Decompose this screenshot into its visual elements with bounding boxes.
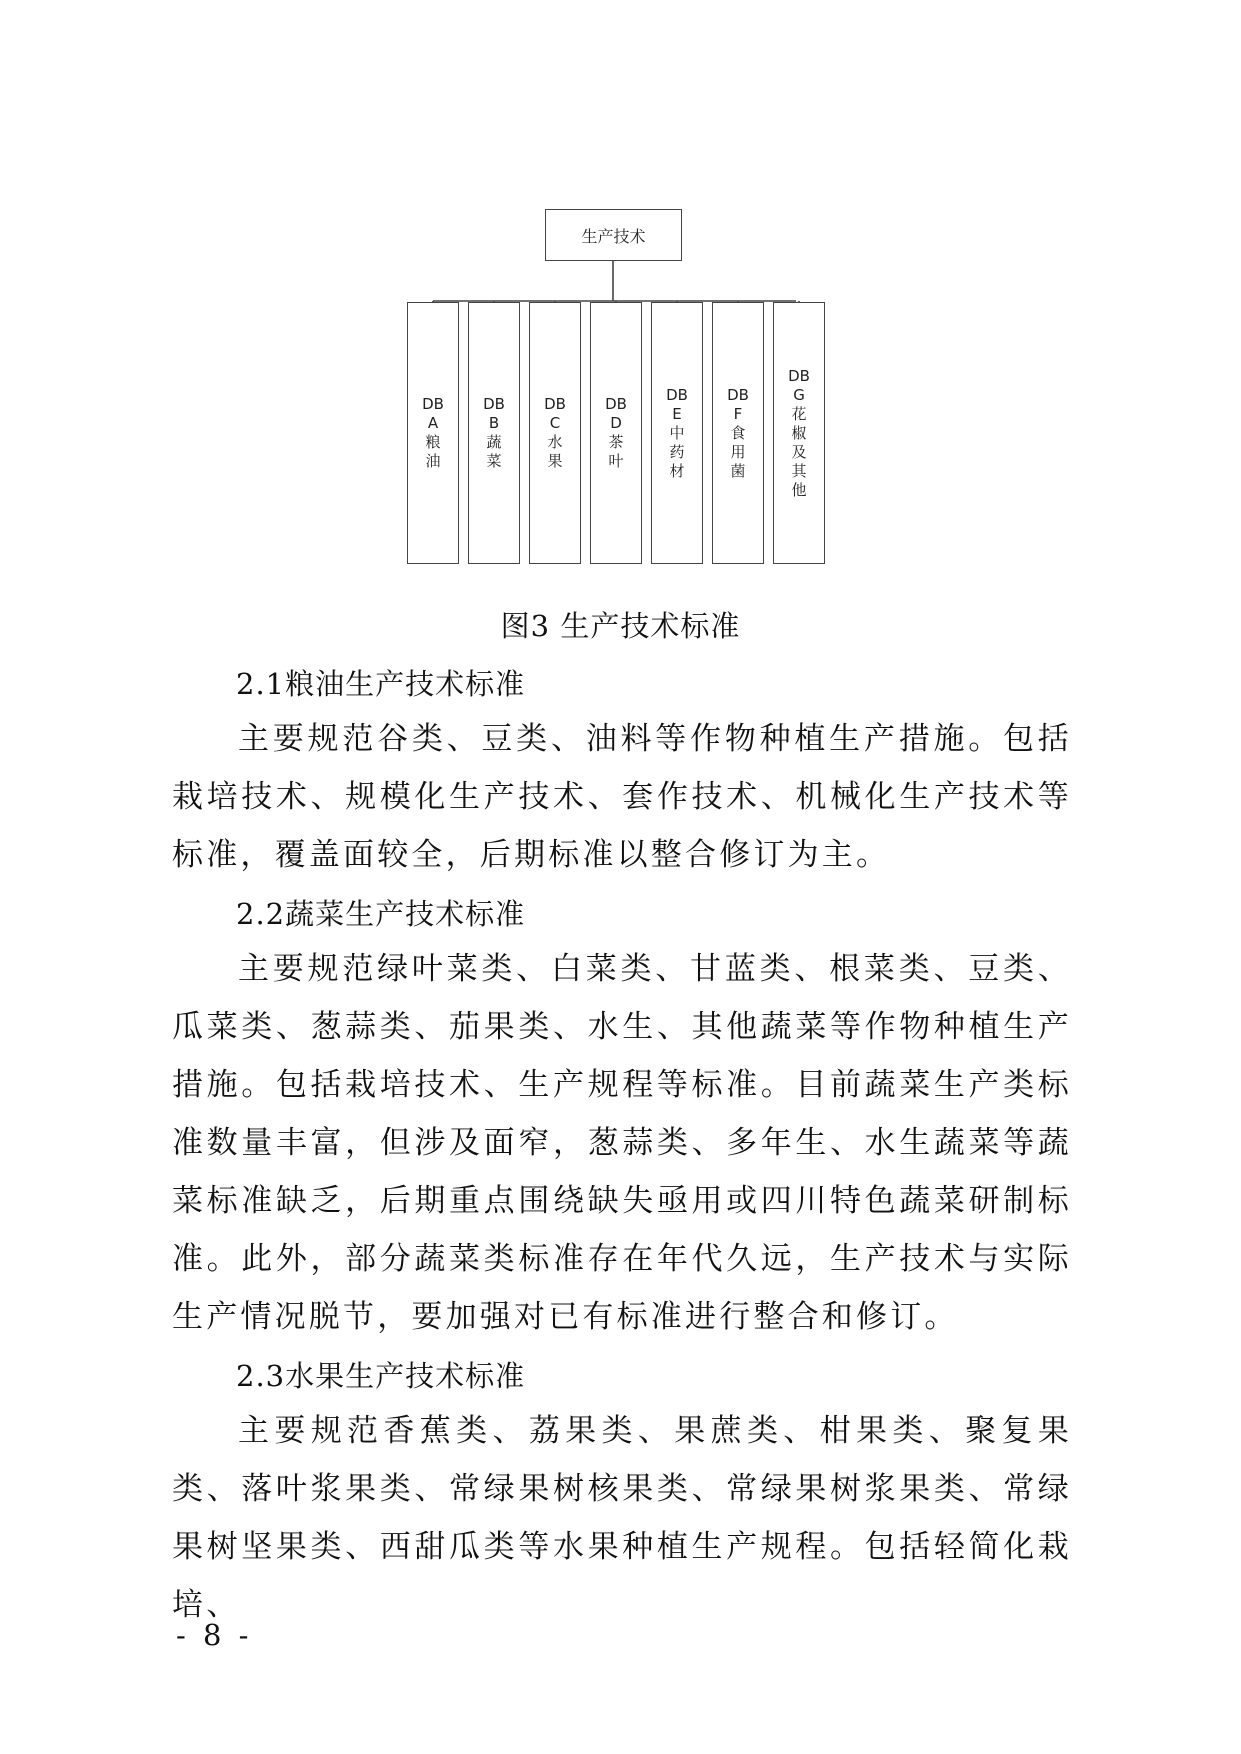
node-line: A [427, 414, 439, 432]
node-line: 菜 [486, 452, 502, 470]
node-label [655, 386, 699, 481]
diagram-node-grain-oil [407, 302, 459, 564]
node-line: 其 [791, 461, 807, 480]
node-line: B [488, 414, 500, 432]
page-number: - 8 - [176, 1618, 253, 1652]
section-body-vegetables: 主要规范绿叶菜类、白菜类、甘蓝类、根菜类、豆类、瓜菜类、葱蒜类、茄果类、水生、其他蔬菜等作物种植生产措施。包括栽培技术、生产规程等标准。目前蔬菜生产类标准数量丰富，但涉及面窄，葱蒜类、多年生、水生蔬菜等蔬菜标准缺乏，后期重点围绕缺失亟用或四川特色蔬菜研制标准。此外，部分蔬菜类标准存在年代久远，生产技术与实际生产情况脱节，要加强对已有标准进行整合和修订。 [172, 951, 1072, 1335]
node-line: 食 [730, 423, 746, 442]
node-line: 水 [547, 433, 563, 451]
node-line: 中 [669, 423, 685, 442]
diagram-node-vegetables [468, 302, 520, 564]
node-line: 茶 [608, 433, 624, 451]
node-label [777, 367, 821, 500]
node-line: 他 [791, 480, 807, 499]
node-line: DB [605, 395, 627, 413]
node-line: 椒 [791, 423, 807, 442]
node-line: DB [727, 385, 749, 404]
node-line: D [610, 414, 622, 432]
diagram-node-fruit [529, 302, 581, 564]
node-line: DB [483, 395, 505, 413]
diagram-node-tea [590, 302, 642, 564]
diagram-node-mushroom [712, 302, 764, 564]
diagram-node-medicinal [651, 302, 703, 564]
node-line: DB [666, 385, 688, 404]
section-heading-fruit: 2.3水果生产技术标准 [236, 1359, 526, 1393]
section-heading-vegetables: 2.2蔬菜生产技术标准 [236, 897, 526, 931]
root-node-label: 生产技术 [581, 226, 646, 246]
node-line: C [549, 414, 561, 432]
node-line: 蔬 [486, 433, 502, 451]
node-line: 材 [669, 461, 685, 480]
node-label [411, 395, 455, 471]
section-heading-grain-oil: 2.1粮油生产技术标准 [236, 667, 526, 701]
node-line: 药 [669, 442, 685, 461]
node-line: F [733, 404, 743, 423]
node-line: 叶 [608, 452, 624, 470]
diagram-root-node [545, 209, 682, 261]
node-line: 及 [791, 442, 807, 461]
node-label [594, 395, 638, 471]
node-line: 油 [425, 452, 441, 470]
node-line: G [793, 385, 805, 404]
node-label [472, 395, 516, 471]
node-line: DB [544, 395, 566, 413]
diagram-node-pepper-other [773, 302, 825, 564]
section-body-fruit: 主要规范香蕉类、荔果类、果蔗类、柑果类、聚复果类、落叶浆果类、常绿果树核果类、常绿果树浆果类、常绿果树坚果类、西甜瓜类等水果种植生产规程。包括轻简化栽培、 [172, 1413, 1072, 1623]
node-label [533, 395, 577, 471]
node-line: 用 [730, 442, 746, 461]
node-line: 果 [547, 452, 563, 470]
node-line: DB [422, 395, 444, 413]
production-technology-diagram [400, 209, 840, 565]
node-line: E [672, 404, 682, 423]
node-line: 花 [791, 404, 807, 423]
section-body-grain-oil: 主要规范谷类、豆类、油料等作物种植生产措施。包括栽培技术、规模化生产技术、套作技术、机械化生产技术等标准，覆盖面较全，后期标准以整合修订为主。 [172, 721, 1072, 873]
node-line: 粮 [425, 433, 441, 451]
node-line: 菌 [730, 461, 746, 480]
node-line: DB [788, 366, 810, 385]
node-label [716, 386, 760, 481]
figure-caption: 图3 生产技术标准 [500, 609, 741, 643]
